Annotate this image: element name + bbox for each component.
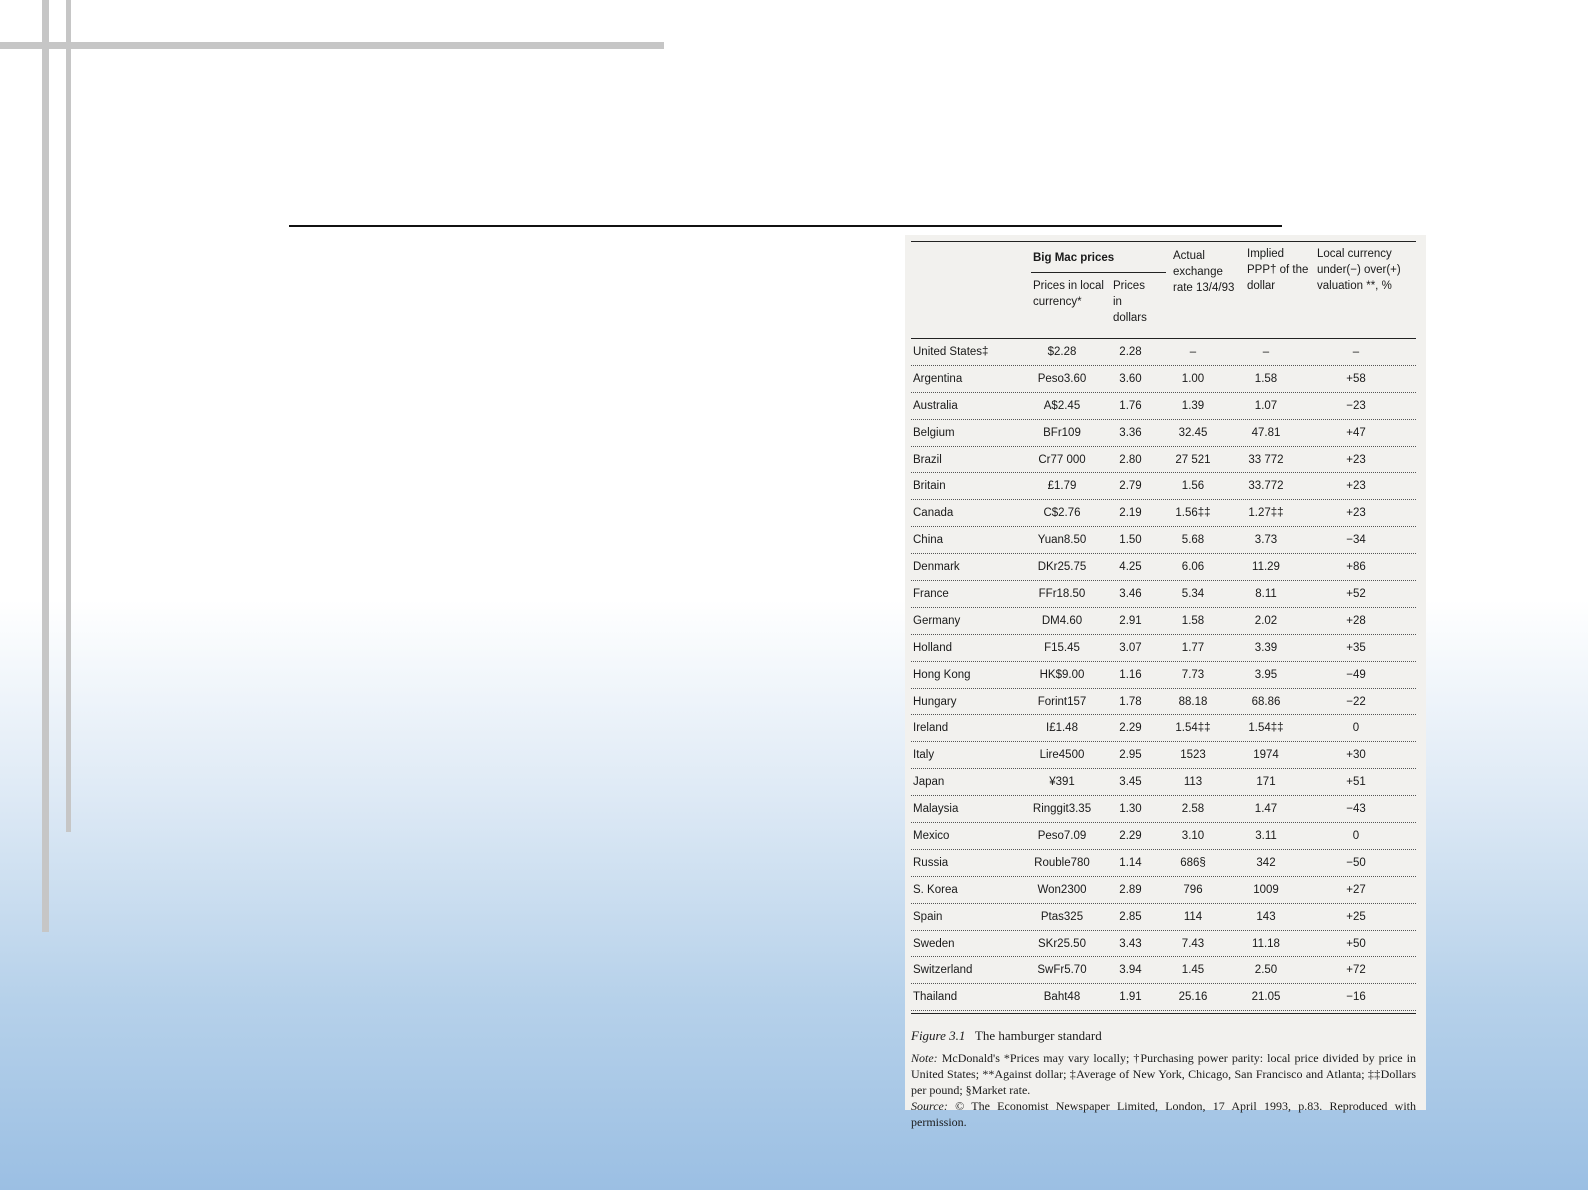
cell-country: Italy: [913, 749, 935, 762]
cell-rate: 1.54‡‡: [1175, 722, 1211, 735]
source-label: Source:: [911, 1099, 948, 1114]
cell-ppp: –: [1262, 345, 1270, 358]
cell-country: Holland: [913, 641, 952, 654]
cell-val: +30: [1346, 749, 1366, 762]
table-header: [911, 241, 1416, 339]
cell-local: FFr18.50: [1038, 587, 1086, 600]
title-divider: [289, 225, 1282, 227]
cell-usd: 2.29: [1119, 722, 1142, 735]
cell-local: Baht48: [1043, 991, 1081, 1004]
table-row: [911, 904, 1416, 931]
cell-ppp: 3.39: [1254, 641, 1278, 654]
cell-ppp: 1009: [1253, 883, 1279, 896]
figure-source: [911, 1098, 1416, 1130]
cell-local: F15.45: [1044, 641, 1080, 654]
cell-usd: 1.78: [1119, 695, 1142, 708]
figure-caption: [911, 1028, 1416, 1044]
cell-local: Lire4500: [1039, 749, 1085, 762]
cell-val: −50: [1346, 856, 1366, 869]
cell-country: Sweden: [913, 937, 955, 950]
cell-country: Spain: [913, 910, 943, 923]
cell-val: +47: [1346, 426, 1366, 439]
cell-local: Ptas325: [1040, 910, 1084, 923]
figure-note: [911, 1050, 1416, 1098]
table-row: [911, 447, 1416, 474]
cell-rate: 1.39: [1181, 399, 1205, 412]
cell-country: Australia: [913, 399, 958, 412]
cell-country: Hungary: [913, 695, 957, 708]
cell-ppp: 1.58: [1254, 372, 1278, 385]
table-row: [911, 957, 1416, 984]
cell-usd: 1.50: [1119, 534, 1142, 547]
cell-usd: 2.19: [1119, 507, 1142, 520]
cell-country: Malaysia: [913, 803, 959, 816]
cell-ppp: 171: [1256, 776, 1276, 789]
cell-ppp: 143: [1256, 910, 1276, 923]
cell-val: −34: [1346, 534, 1366, 547]
cell-rate: 113: [1183, 776, 1203, 789]
cell-country: Thailand: [913, 991, 958, 1004]
header-dollar-price: Prices in dollars: [1113, 280, 1147, 324]
cell-country: Japan: [913, 776, 945, 789]
figure-label: Figure 3.1: [911, 1028, 966, 1044]
cell-rate: 32.45: [1178, 426, 1208, 439]
cell-val: +23: [1346, 507, 1366, 520]
cell-local: ¥391: [1049, 776, 1075, 789]
table-row: [911, 984, 1416, 1011]
cell-usd: 1.91: [1119, 991, 1142, 1004]
cell-local: I£1.48: [1046, 722, 1078, 735]
cell-country: Switzerland: [913, 964, 973, 977]
cell-ppp: 3.95: [1254, 668, 1278, 681]
header-implied-ppp: Implied PPP† of the dollar: [1247, 248, 1309, 292]
source-text: © The Economist Newspaper Limited, London, 17 April 1993, p.83. Reproduced with permission.: [911, 1099, 1416, 1130]
cell-country: Mexico: [913, 829, 950, 842]
cell-val: −49: [1346, 668, 1366, 681]
cell-val: −22: [1346, 695, 1366, 708]
cell-local: Peso7.09: [1037, 829, 1087, 842]
cell-ppp: 2.02: [1254, 614, 1278, 627]
header-local-price: Prices in local currency*: [1033, 280, 1104, 308]
cell-rate: 1523: [1180, 749, 1206, 762]
cell-usd: 3.46: [1119, 587, 1142, 600]
cell-rate: 7.43: [1181, 937, 1205, 950]
table-row: [911, 742, 1416, 769]
table-row: [911, 608, 1416, 635]
cell-country: Germany: [913, 614, 961, 627]
cell-ppp: 11.18: [1252, 937, 1280, 950]
cell-rate: –: [1189, 345, 1197, 358]
cell-rate: 5.34: [1181, 587, 1205, 600]
cell-rate: 1.45: [1181, 964, 1205, 977]
table-row: [911, 823, 1416, 850]
cell-country: Belgium: [913, 426, 955, 439]
cell-usd: 3.43: [1119, 937, 1142, 950]
cell-val: +52: [1346, 587, 1366, 600]
cell-local: Ringgit3.35: [1032, 803, 1092, 816]
cell-rate: 796: [1183, 883, 1203, 896]
cell-rate: 25.16: [1178, 991, 1208, 1004]
cell-ppp: 3.73: [1254, 534, 1278, 547]
table-row: [911, 796, 1416, 823]
table-row: [911, 366, 1416, 393]
cell-val: +51: [1346, 776, 1366, 789]
cell-usd: 2.79: [1119, 480, 1142, 493]
cell-rate: 88.18: [1178, 695, 1208, 708]
cell-rate: 3.10: [1181, 829, 1205, 842]
cell-local: Forint157: [1037, 695, 1087, 708]
cell-rate: 27 521: [1175, 453, 1211, 466]
cell-usd: 2.28: [1119, 345, 1142, 358]
decorative-horizontal-bar: [0, 42, 664, 49]
cell-val: +35: [1346, 641, 1366, 654]
cell-val: −16: [1346, 991, 1366, 1004]
cell-country: Hong Kong: [913, 668, 971, 681]
cell-usd: 1.76: [1119, 399, 1142, 412]
cell-val: 0: [1352, 829, 1360, 842]
cell-local: SwFr5.70: [1037, 964, 1087, 977]
cell-usd: 3.07: [1119, 641, 1142, 654]
cell-val: +23: [1346, 480, 1366, 493]
cell-usd: 1.30: [1119, 803, 1142, 816]
cell-rate: 2.58: [1181, 803, 1205, 816]
cell-local: Cr77 000: [1038, 453, 1086, 466]
cell-ppp: 21.05: [1251, 991, 1281, 1004]
cell-rate: 1.56‡‡: [1175, 507, 1211, 520]
cell-val: −43: [1346, 803, 1366, 816]
table-row: [911, 393, 1416, 420]
cell-rate: 6.06: [1181, 561, 1205, 574]
cell-val: +72: [1346, 964, 1366, 977]
cell-usd: 2.89: [1119, 883, 1142, 896]
cell-val: +50: [1346, 937, 1366, 950]
cell-val: +86: [1346, 561, 1366, 574]
cell-rate: 5.68: [1181, 534, 1205, 547]
cell-usd: 1.16: [1119, 668, 1142, 681]
table-row: [911, 473, 1416, 500]
cell-rate: 1.56: [1181, 480, 1205, 493]
cell-country: Brazil: [913, 453, 942, 466]
cell-val: –: [1352, 345, 1360, 358]
cell-usd: 3.60: [1119, 372, 1142, 385]
header-valuation: Local currency under(−) over(+) valuation **, %: [1317, 248, 1401, 292]
cell-rate: 1.58: [1181, 614, 1205, 627]
cell-val: 0: [1352, 722, 1360, 735]
cell-country: United States‡: [913, 345, 989, 358]
cell-val: +28: [1346, 614, 1366, 627]
cell-ppp: 3.11: [1255, 829, 1277, 842]
cell-local: SKr25.50: [1038, 937, 1086, 950]
cell-val: +58: [1346, 372, 1366, 385]
cell-val: +25: [1346, 910, 1366, 923]
header-group-rule: [1031, 272, 1166, 273]
cell-ppp: 11.29: [1252, 561, 1280, 574]
cell-local: C$2.76: [1043, 507, 1081, 520]
cell-local: A$2.45: [1043, 399, 1081, 412]
table-row: [911, 420, 1416, 447]
cell-local: DKr25.75: [1037, 561, 1087, 574]
cell-val: +23: [1346, 453, 1366, 466]
cell-ppp: 2.50: [1254, 964, 1278, 977]
table-body: [911, 339, 1416, 1011]
cell-rate: 7.73: [1181, 668, 1205, 681]
cell-rate: 1.00: [1181, 372, 1205, 385]
cell-local: $2.28: [1047, 345, 1077, 358]
cell-local: Won2300: [1037, 883, 1087, 896]
cell-local: HK$9.00: [1039, 668, 1085, 681]
cell-ppp: 8.11: [1255, 587, 1277, 600]
table-row: [911, 527, 1416, 554]
cell-country: China: [913, 534, 944, 547]
table-row: [911, 769, 1416, 796]
cell-usd: 1.14: [1119, 856, 1142, 869]
cell-usd: 2.29: [1119, 829, 1142, 842]
cell-usd: 2.95: [1119, 749, 1142, 762]
decorative-vertical-bar-inner: [66, 0, 71, 832]
note-text: McDonald's *Prices may vary locally; †Purchasing power parity: local price divided by price in United States; **Against dollar; ‡Average of New York, Chicago, San Francisco and Atlanta; ‡‡Dollars per pound; §Market rate.: [911, 1051, 1417, 1098]
note-label: Note:: [911, 1051, 938, 1066]
cell-ppp: 1.27‡‡: [1248, 507, 1284, 520]
cell-usd: 4.25: [1119, 561, 1142, 574]
cell-local: BFr109: [1043, 426, 1081, 439]
cell-rate: 686§: [1180, 856, 1206, 869]
table-row: [911, 500, 1416, 527]
table-row: [911, 581, 1416, 608]
table-row: [911, 339, 1416, 366]
table-row: [911, 689, 1416, 716]
table-row: [911, 877, 1416, 904]
cell-country: Canada: [913, 507, 954, 520]
cell-rate: 1.77: [1181, 641, 1205, 654]
cell-ppp: 33.772: [1248, 480, 1284, 493]
table-row: [911, 554, 1416, 581]
cell-ppp: 33 772: [1248, 453, 1284, 466]
cell-country: Denmark: [913, 561, 960, 574]
cell-ppp: 1.54‡‡: [1248, 722, 1284, 735]
cell-local: Peso3.60: [1037, 372, 1087, 385]
cell-country: Russia: [913, 856, 949, 869]
cell-usd: 2.91: [1119, 614, 1142, 627]
cell-usd: 3.45: [1119, 776, 1142, 789]
cell-ppp: 1974: [1253, 749, 1279, 762]
cell-usd: 2.80: [1119, 453, 1142, 466]
cell-ppp: 342: [1256, 856, 1276, 869]
table-row: [911, 635, 1416, 662]
header-exchange-rate: Actual exchange rate 13/4/93: [1173, 250, 1235, 294]
table-row: [911, 931, 1416, 958]
cell-ppp: 1.47: [1254, 803, 1278, 816]
cell-ppp: 68.86: [1251, 695, 1281, 708]
cell-ppp: 1.07: [1254, 399, 1278, 412]
cell-usd: 3.94: [1119, 964, 1142, 977]
figure-title: The hamburger standard: [974, 1028, 1102, 1044]
cell-val: −23: [1346, 399, 1366, 412]
cell-val: +27: [1346, 883, 1366, 896]
scanned-table-image: [905, 235, 1426, 1130]
cell-country: France: [913, 587, 949, 600]
cell-local: Yuan8.50: [1037, 534, 1087, 547]
cell-country: Ireland: [913, 722, 949, 735]
decorative-vertical-bar: [42, 0, 49, 932]
cell-rate: 114: [1183, 910, 1203, 923]
header-group-label: Big Mac prices: [1033, 252, 1115, 264]
table-row: [911, 850, 1416, 877]
cell-ppp: 47.81: [1251, 426, 1281, 439]
cell-local: Rouble780: [1034, 856, 1090, 869]
cell-usd: 3.36: [1119, 426, 1142, 439]
cell-country: Argentina: [913, 372, 963, 385]
cell-country: Britain: [913, 480, 946, 493]
table-end-rule: [911, 1013, 1416, 1014]
cell-local: £1.79: [1047, 480, 1077, 493]
cell-country: S. Korea: [913, 883, 958, 896]
table-row: [911, 715, 1416, 742]
cell-usd: 2.85: [1119, 910, 1142, 923]
cell-local: DM4.60: [1041, 614, 1083, 627]
table-row: [911, 662, 1416, 689]
